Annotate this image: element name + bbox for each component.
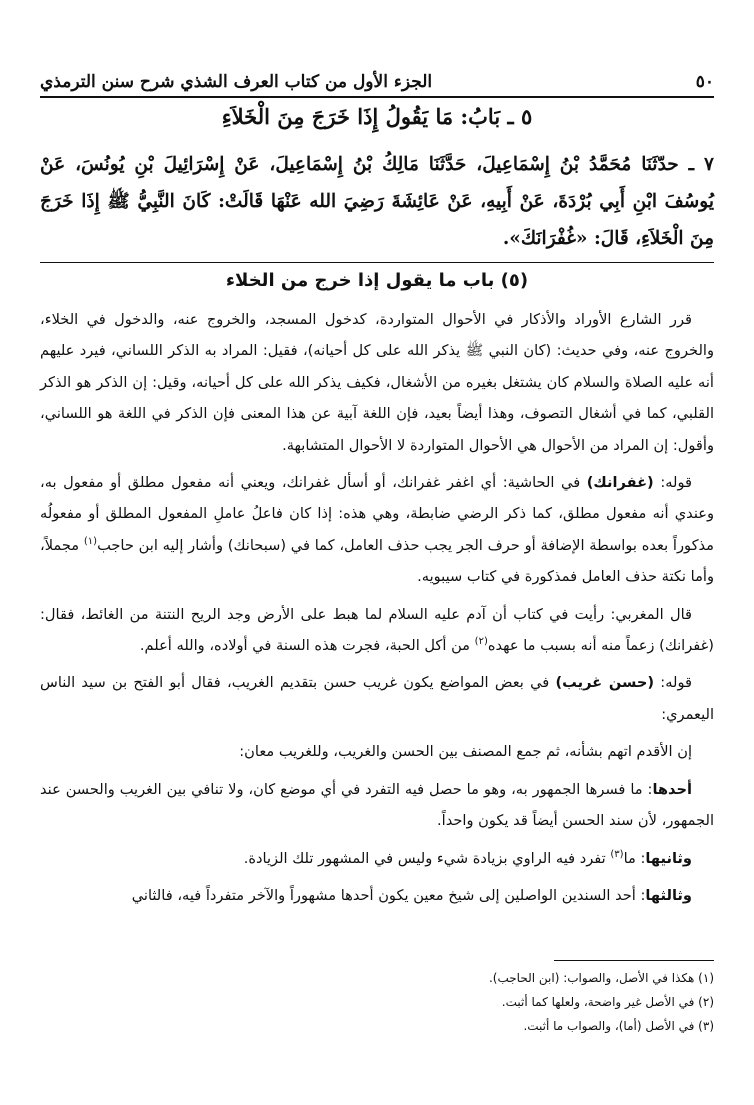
keyword: (حسن غريب)	[555, 674, 655, 692]
keyword: (غفرانك)	[586, 474, 654, 492]
header-divider	[40, 96, 714, 98]
paragraph: أحدها: ما فسرها الجمهور به، وهو ما حصل فيه التفرد في أي موضع كان، ولا تنافي بين الغريب والحسن عند الجمهور، لأن سند الحسن أيضاً قد يكون واحداً.	[40, 780, 714, 830]
footnote: (٢) في الأصل غير واضحة، ولعلها كما أثبت.	[501, 995, 714, 1009]
hadith-number: ٧ ـ	[688, 154, 714, 175]
commentary-title: (٥) باب ما يقول إذا خرج من الخلاء	[225, 270, 529, 291]
paragraph: إن الأقدم اتهم بشأنه، ثم جمع المصنف بين الحسن والغريب، وللغريب معان:	[239, 743, 692, 761]
footnotes	[40, 966, 714, 1038]
paragraph: وثالثها: أحد السندين الواصلين إلى شيخ معين يكون أحدها مشهوراً والآخر متفرداً فيه، فالثاني	[131, 886, 692, 904]
paragraph: وثانيها: ما$^{(٣)}$ تفرد فيه الراوي بزيادة شيء وليس في المشهور تلك الزيادة.	[243, 848, 692, 867]
keyword: وثالثها	[645, 886, 692, 904]
keyword: أحدها	[652, 780, 692, 798]
page-number: ٥٠	[695, 72, 714, 92]
keyword: وثانيها	[645, 849, 692, 867]
section-divider	[40, 262, 714, 263]
paragraph: قال المغربي: رأيت في كتاب أن آدم عليه السلام لما هبط على الأرض وجد الريح النتنة من الغائط، فقال: (غفرانك) زعماً منه أنه بسبب ما عهده$^{(٢)}$ من أكل الحبة، فجرت هذه السنة في أولاده، والله أعلم.	[40, 605, 714, 655]
footnote: (٣) في الأصل (أما)، والصواب ما أثبت.	[523, 1019, 714, 1033]
footnote-divider	[554, 960, 714, 961]
running-title: الجزء الأول من كتاب العرف الشذي شرح سنن الترمذي	[40, 72, 433, 92]
page-header	[40, 56, 714, 92]
paragraph: قوله: (حسن غريب) في بعض المواضع يكون غريب حسن بتقديم الغريب، فقال أبو الفتح بن سيد الناس اليعمري:	[40, 674, 714, 723]
footnote-ref: (١)	[83, 535, 98, 547]
hadith-text	[40, 146, 714, 257]
hadith-body: مُحَمَّدُ بْنُ إِسْمَاعِيلَ، حَدَّثَنَا مَالِكُ بْنُ إِسْمَاعِيلَ، عَنْ إِسْرَائِيلَ بْنِ يُونُسَ، عَنْ يُوسُفَ ابْنِ أَبِي بُرْدَةَ، عَنْ أَبِيهِ، عَنْ عَائِشَةَ رَضِيَ الله عَنْهَا قَالَتْ: كَانَ النَّبِيُّ ﷺ إِذَا خَرَجَ مِنَ الْخَلاَءِ، قَالَ: «غُفْرَانَكَ».	[40, 154, 714, 249]
paragraph: قرر الشارع الأوراد والأذكار في الأحوال المتواردة، كدخول المسجد، والخروج عنه، والدخول في الخلاء، والخروج عنه، وفي حديث: (كان النبي ﷺ يذكر الله على كل أحيانه)، فقيل: المراد به الذكر اللساني، فيرد عليهم أنه عليه الصلاة والسلام كان يشتغل بغيره من الأشغال، فكيف يذكر الله على كل أحيانه، وقيل: إن الذكر هو الذكر القلبي، كما في أشغال التصوف، وهذا أيضاً بعيد، فإن اللغة آبية عن هذا المعنى فإن الذكر في اللغة هو اللساني، وأقول: إن المراد من الأحوال هي الأحوال المتواردة لا الأحوال المتشابهة.	[40, 311, 714, 454]
footnote-ref: (٣)	[610, 848, 624, 860]
footnote-ref: (٢)	[474, 636, 488, 648]
footnote: (١) هكذا في الأصل، والصواب: (ابن الحاجب).	[488, 971, 714, 985]
paragraph: قوله: (غفرانك) في الحاشية: أي اغفر غفرانك، أو أسأل غفرانك، ويعني أنه مفعول مطلق أو مفعول به، وعندي أنه مفعول مطلق، كما ذكر الرضي ضابطة، وهي هذه: إذا كان فاعلُ عاملِ المفعول المطلق أو مفعولُه مذكوراً بعده بواسطة الإضافة أو حرف الجر يجب حذف العامل، كما في (سبحانك) وأشار إليه ابن حاجب$^{(١)}$ مجملاً، وأما نكتة حذف العامل فمذكورة في كتاب سيبويه.	[40, 474, 714, 586]
commentary-body	[40, 304, 714, 917]
hadith-opening: حدّثَنَا	[641, 154, 679, 175]
chapter-title: ٥ ـ بَابُ: مَا يَقُولُ إِذَا خَرَجَ مِنَ الْخَلاَءِ	[221, 104, 533, 129]
